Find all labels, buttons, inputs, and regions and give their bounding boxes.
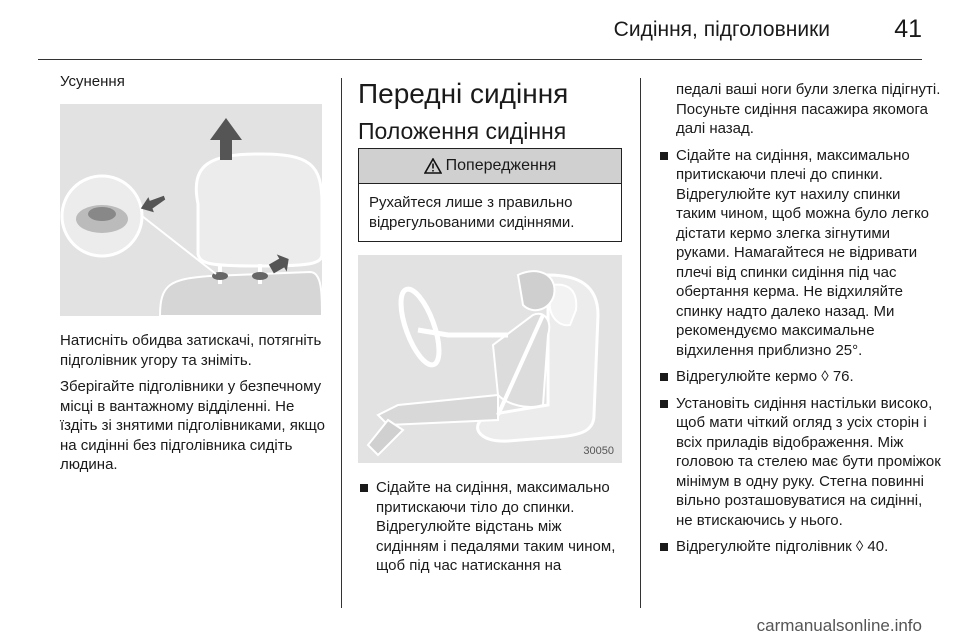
- bullet-item: Відрегулюйте кермо ◊ 76.: [658, 367, 942, 387]
- section-subheading: Усунення: [60, 73, 125, 90]
- warning-header: [359, 149, 621, 184]
- bullet-item: Сідайте на сидіння, максимально притискаючи тіло до спинки. Відрегулюйте відстань між сидінням і педалями таким чином, щоб під час натискання на: [358, 478, 626, 576]
- warning-box: [358, 148, 622, 242]
- paragraph: Натисніть обидва затискачі, потягніть підголівник угору та зніміть.: [60, 332, 322, 369]
- watermark: carmanualsonline.info: [756, 616, 922, 635]
- figure-number: 30050: [583, 445, 614, 457]
- headrest-removal-drawing: [60, 104, 322, 316]
- section-heading: Передні сидіння: [358, 78, 569, 109]
- column-3-text: [658, 80, 942, 564]
- page-number: 41: [894, 15, 922, 43]
- column-2-text: [358, 478, 626, 583]
- warning-text: Рухайтеся лише з правильно відрегульованими сидіннями.: [369, 194, 575, 231]
- paragraph: педалі ваші ноги були злегка підігнуті. Посуньте сидіння пасажира якомога далі назад.: [676, 81, 941, 137]
- bullet-item: Відрегулюйте підголівник ◊ 40.: [658, 537, 942, 557]
- bullet-item: Сідайте на сидіння, максимально притискаючи плечі до спинки. Відрегулюйте кут нахилу спинки таким чином, щоб можна було легко дістати кермо злегка зігнутими руками. Намагайтеся не відривати плечі від спинки сидіння під час обертання керма. Не відхиляйте спинку надто далеко назад. Ми рекомендуємо максимальне відхилення приблизно 25°.: [658, 146, 942, 361]
- header-divider: [38, 59, 922, 60]
- section-subheading: Положення сидіння: [358, 118, 567, 144]
- seat-position-drawing: [358, 255, 622, 463]
- column-1-text: [60, 331, 330, 482]
- column-divider-1: [341, 78, 342, 608]
- paragraph: Зберігайте підголівники у безпечному місці в вантажному відділенні. Не їздіть зі знятими підголівниками, якщо на сидінні без підголівника сидіть людина.: [60, 378, 325, 473]
- bullet-item: Установіть сидіння настільки високо, щоб мати чіткий огляд з усіх сторін і всіх приладів відображення. Між головою та стелею має бути проміжок мінімум в одну руку. Стегна повинні вільно розташовуватися на сидінні, не втискаючись у нього.: [658, 394, 942, 531]
- warning-triangle-icon: [424, 158, 442, 174]
- column-divider-2: [640, 78, 641, 608]
- warning-title: Попередження: [445, 157, 557, 174]
- seat-position-illustration: [358, 255, 622, 463]
- page-title: Сидіння, підголовники: [613, 18, 830, 41]
- headrest-removal-illustration: [60, 104, 322, 316]
